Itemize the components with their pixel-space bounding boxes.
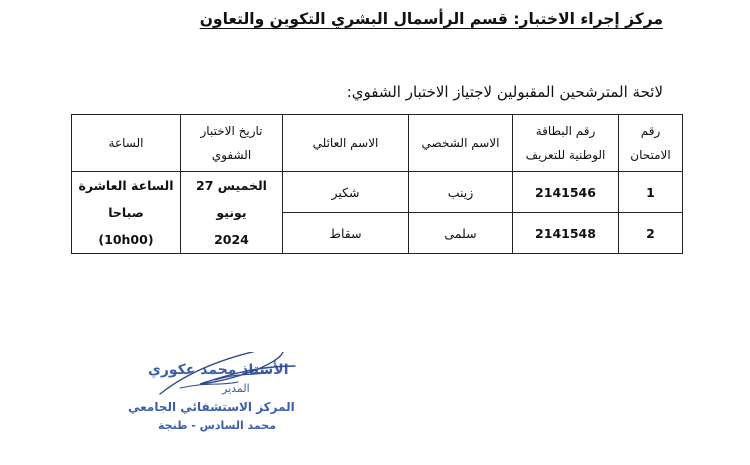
- time-line3: (10h00): [98, 232, 154, 247]
- stamp-role: المدير: [222, 382, 250, 395]
- cell-first-name: زينب: [409, 172, 513, 213]
- cell-exam-number: 1: [619, 172, 683, 213]
- cell-national-id: 2141546: [513, 172, 619, 213]
- stamp-city: محمد السادس - طنجة: [158, 419, 277, 432]
- handwritten-signature: [120, 352, 370, 452]
- cell-first-name: سلمى: [409, 213, 513, 254]
- cell-national-id: 2141548: [513, 213, 619, 254]
- director-stamp-signature: [120, 352, 370, 452]
- header-exam-number: رقم الامتحان: [619, 115, 683, 172]
- header-national-id: رقم البطاقة الوطنية للتعريف: [513, 115, 619, 172]
- header-last-name: الاسم العائلي: [283, 115, 409, 172]
- cell-last-name: سقاط: [283, 213, 409, 254]
- cell-time: [72, 172, 181, 254]
- header-exam-date: تاريخ الاختبار الشفوي: [181, 115, 283, 172]
- time-line1: الساعة العاشرة: [78, 178, 174, 193]
- table-row: [72, 172, 683, 213]
- cell-exam-number: 2: [619, 213, 683, 254]
- exam-date-line1: الخميس 27 يونيو: [196, 178, 267, 220]
- page-header-title: مركز إجراء الاختبار: قسم الرأسمال البشري التكوين والتعاون: [199, 10, 663, 28]
- candidates-list-title: لائحة المترشحين المقبولين لاجتياز الاختبار الشفوي:: [346, 83, 663, 101]
- stamp-name: الأستاذ محمد عكوري: [148, 362, 289, 378]
- cell-last-name: شكير: [283, 172, 409, 213]
- cell-exam-date: [181, 172, 283, 254]
- candidates-table: [71, 114, 683, 254]
- header-first-name: الاسم الشخصي: [409, 115, 513, 172]
- time-line2: صباحا: [108, 205, 144, 220]
- stamp-institution: المركز الاستشفائي الجامعي: [128, 400, 295, 414]
- exam-date-line2: 2024: [214, 232, 249, 247]
- table-header-row: [72, 115, 683, 172]
- header-time: الساعة: [72, 115, 181, 172]
